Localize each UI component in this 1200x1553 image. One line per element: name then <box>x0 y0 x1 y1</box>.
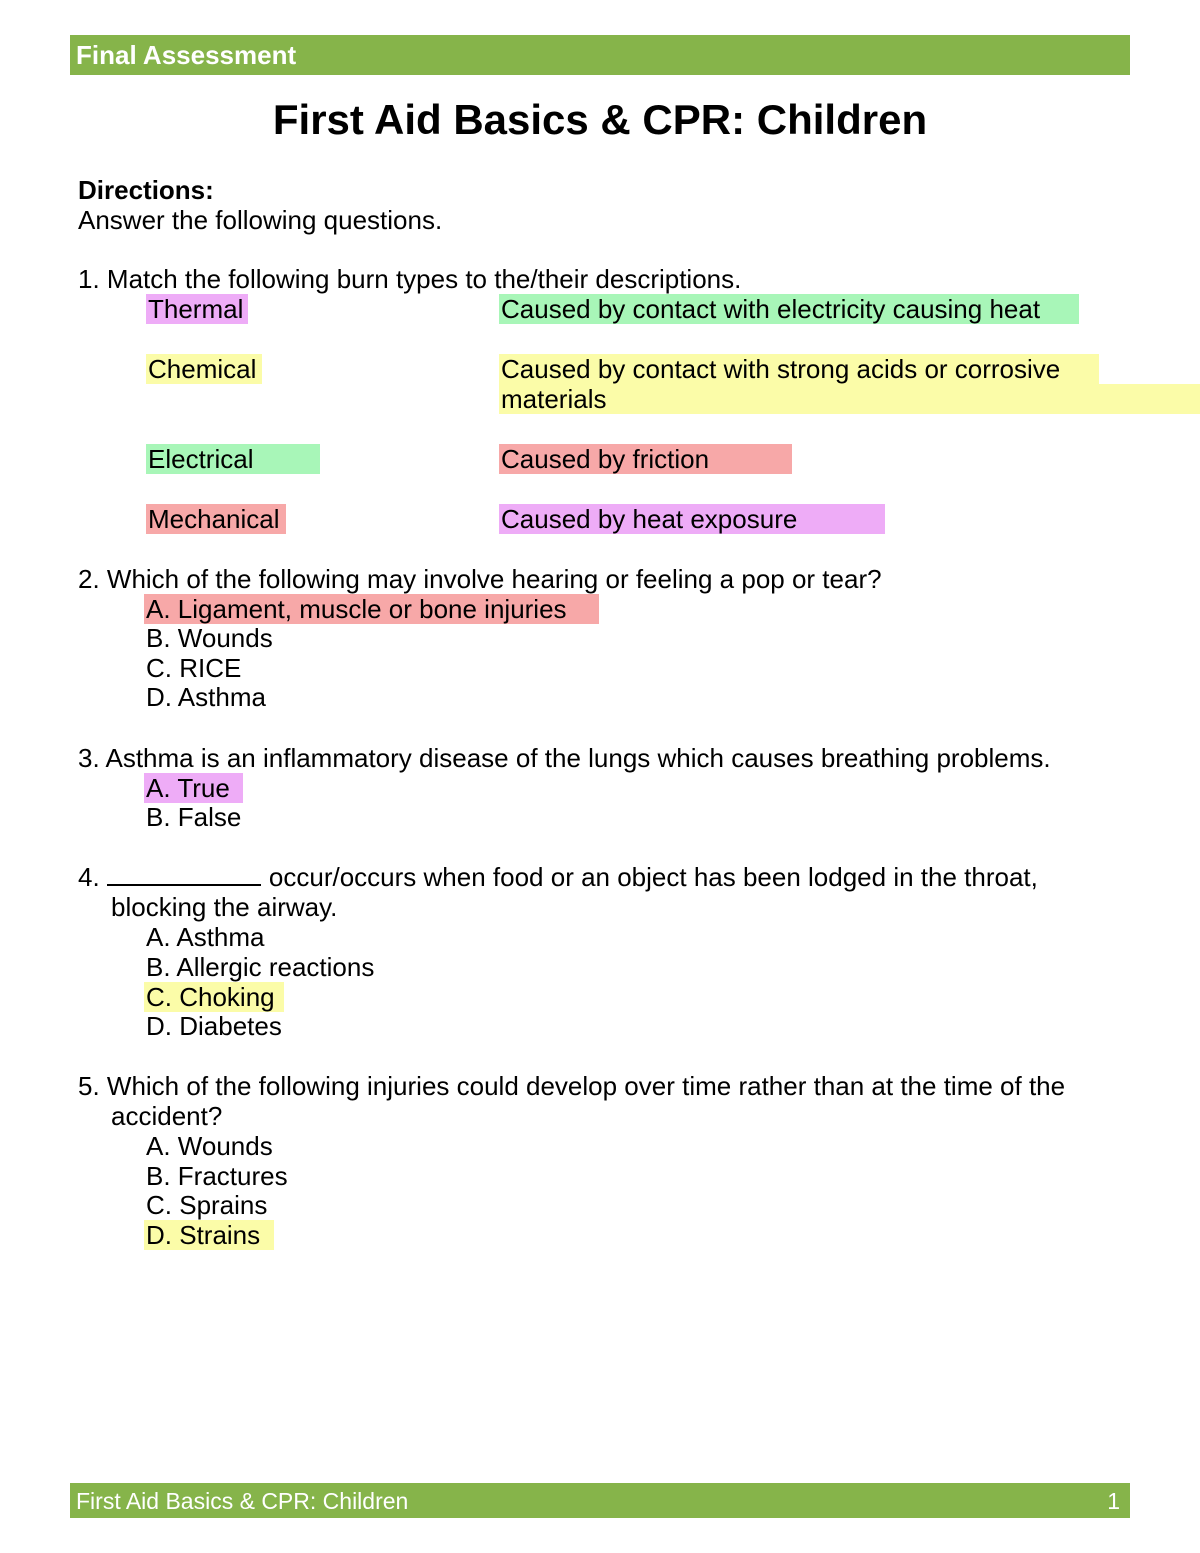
q4-option-c: C. Choking <box>144 982 284 1012</box>
document-title: First Aid Basics & CPR: Children <box>272 96 928 143</box>
term-electrical: Electrical <box>146 444 320 474</box>
description-friction: Caused by friction <box>499 444 792 474</box>
question-4-text: occur/occurs when food or an object has been lodged in the throat, <box>268 862 1038 892</box>
q3-option-b: B. False <box>146 802 242 832</box>
q2-option-a: A. Ligament, muscle or bone injuries <box>144 594 599 624</box>
question-2-text: 2. Which of the following may involve hearing or feeling a pop or tear? <box>78 564 882 594</box>
q2-option-c: C. RICE <box>146 653 242 683</box>
footer-bar <box>70 1483 1130 1518</box>
q4-option-b: B. Allergic reactions <box>146 952 375 982</box>
question-4-number: 4. <box>78 862 100 892</box>
term-thermal: Thermal <box>146 294 248 324</box>
q2-option-d: D. Asthma <box>146 682 266 712</box>
question-4-line-2: blocking the airway. <box>111 892 338 922</box>
term-chemical: Chemical <box>146 354 262 384</box>
q4-option-d: D. Diabetes <box>146 1011 282 1041</box>
question-3-text: 3. Asthma is an inflammatory disease of the lungs which causes breathing problems. <box>78 743 1051 773</box>
q5-option-c: C. Sprains <box>146 1190 268 1220</box>
description-chemical-line-1: Caused by contact with strong acids or corrosive <box>499 354 1099 384</box>
directions-text: Answer the following questions. <box>78 205 443 235</box>
question-4-line-1 <box>78 862 1038 892</box>
page-number: 1 <box>1107 1488 1120 1514</box>
description-chemical-line-2: materials <box>499 384 1200 414</box>
q2-option-b: B. Wounds <box>146 623 273 653</box>
term-mechanical: Mechanical <box>146 504 286 534</box>
q3-option-a: A. True <box>144 773 243 803</box>
q5-option-d: D. Strains <box>144 1220 274 1250</box>
header-label: Final Assessment <box>76 40 297 70</box>
q5-option-a: A. Wounds <box>146 1131 273 1161</box>
header-bar <box>70 35 1130 75</box>
description-heat: Caused by heat exposure <box>499 504 885 534</box>
footer-label: First Aid Basics & CPR: Children <box>76 1488 409 1514</box>
question-5-line-2: accident? <box>111 1101 223 1131</box>
description-electricity: Caused by contact with electricity causing heat <box>499 294 1079 324</box>
q4-option-a: A. Asthma <box>146 922 265 952</box>
question-1-text: 1. Match the following burn types to the/their descriptions. <box>78 264 742 294</box>
directions-heading: Directions: <box>78 175 214 205</box>
q5-option-b: B. Fractures <box>146 1161 288 1191</box>
question-5-line-1: 5. Which of the following injuries could develop over time rather than at the time of the <box>78 1071 1066 1101</box>
answer-blank <box>107 864 261 886</box>
